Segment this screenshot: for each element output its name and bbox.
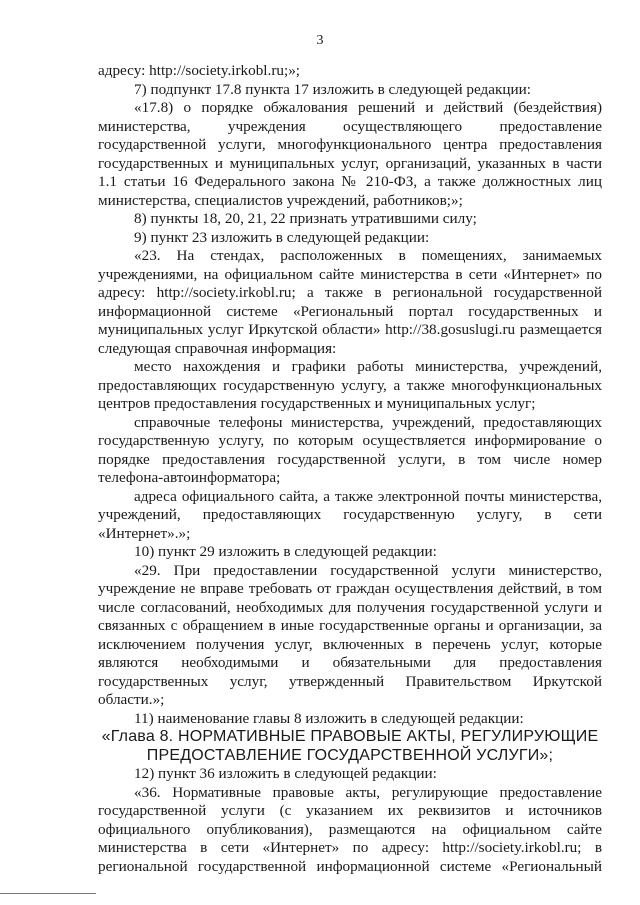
footnote-rule <box>0 893 96 894</box>
text-line: государственной услуги, многофункционального центра предоставления <box>98 136 602 153</box>
text-line: «17.8) о порядке обжалования решений и действий (бездействия) <box>134 99 602 116</box>
text-line: министерства, учреждения осуществляющего предоставление <box>98 117 602 135</box>
text-line: муниципальных услуг Иркутской области» http://38.gosuslugi.ru размещается <box>98 321 602 338</box>
text-line: учреждение не вправе требовать от граждан осуществления действий, в том <box>98 580 602 597</box>
text-line: информационной системе «Региональный портал государственных и <box>98 302 602 320</box>
text-line: адресу: http://society.irkobl.ru;»; <box>98 62 301 79</box>
text-line: государственной услуги (с указанием их реквизитов и источников <box>98 802 602 819</box>
text-line: министерства, специалистов учреждений, работников;»; <box>98 191 463 209</box>
text-line: 8) пункты 18, 20, 21, 22 признать утратившими силу; <box>134 210 477 227</box>
text-line: государственную услугу, по которым осуществляется информирование о <box>98 432 602 449</box>
text-line: области.»; <box>98 691 165 708</box>
text-line: 11) наименование главы 8 изложить в следующей редакции: <box>134 709 524 727</box>
text-line: ПРЕДОСТАВЛЕНИЕ ГОСУДАРСТВЕННОЙ УСЛУГИ»; <box>146 746 554 764</box>
text-line: официального опубликования), размещаются на официальном сайте <box>98 820 602 838</box>
text-line: центров предоставления государственных и муниципальных услуг; <box>98 395 536 412</box>
text-line: региональной государственной информационной системе «Региональный <box>98 857 602 875</box>
text-line: 1.1 статьи 16 Федерального закона № 210-ФЗ, а также должностных лиц <box>98 173 602 190</box>
text-line: 10) пункт 29 изложить в следующей редакции: <box>134 543 437 560</box>
text-line: адресу: http://society.irkobl.ru; а также в региональной государственной <box>98 284 602 301</box>
text-line: телефона-автоинформатора; <box>98 469 281 486</box>
text-line: учреждений, предоставляющих государственную услугу, в сети <box>98 506 602 523</box>
text-line: «23. На стендах, расположенных в помещениях, занимаемых <box>134 247 602 264</box>
text-line: 7) подпункт 17.8 пункта 17 изложить в следующей редакции: <box>134 80 532 98</box>
page-number: 3 <box>316 33 324 48</box>
text-line: «Интернет».»; <box>98 524 191 542</box>
text-line: справочные телефоны министерства, учреждений, предоставляющих <box>134 413 602 431</box>
text-line: предоставляющих государственную услугу, а также многофункциональных <box>98 376 602 394</box>
text-line: «Глава 8. НОРМАТИВНЫЕ ПРАВОВЫЕ АКТЫ, РЕГУЛИРУЮЩИЕ <box>101 728 599 745</box>
text-line: 9) пункт 23 изложить в следующей редакции: <box>134 228 430 246</box>
text-line: числе согласований, необходимых для получения государственной услуги и <box>98 598 602 616</box>
text-line: место нахождения и графики работы министерства, учреждений, <box>134 358 602 375</box>
text-line: министерства в сети «Интернет» по адресу: http://society.irkobl.ru; в <box>98 839 602 856</box>
text-line: «36. Нормативные правовые акты, регулирующие предоставление <box>134 783 602 801</box>
text-line: 12) пункт 36 изложить в следующей редакции: <box>134 765 437 782</box>
text-line: государственных услуг, утвержденный Правительством Иркутской <box>98 672 602 690</box>
text-line: адреса официального сайта, а также электронной почты министерства, <box>134 487 602 505</box>
text-line: связанных с обращением в иные государственные органы и организации, за <box>98 617 602 634</box>
text-line: порядке предоставления государственной услуги, в том числе номер <box>98 450 602 468</box>
text-line: следующая справочная информация: <box>98 339 337 357</box>
text-line: «29. При предоставлении государственной услуги министерство, <box>134 561 602 579</box>
text-line: исключением получения услуг, включенных в перечень услуг, которые <box>98 635 602 653</box>
text-line: являются необходимыми и обязательными для предоставления <box>98 654 602 671</box>
text-line: государственных и муниципальных услуг, организаций, указанных в части <box>98 154 602 172</box>
text-line: учреждениями, на официальном сайте министерства в сети «Интернет» по <box>98 265 602 283</box>
document-body <box>98 62 602 876</box>
